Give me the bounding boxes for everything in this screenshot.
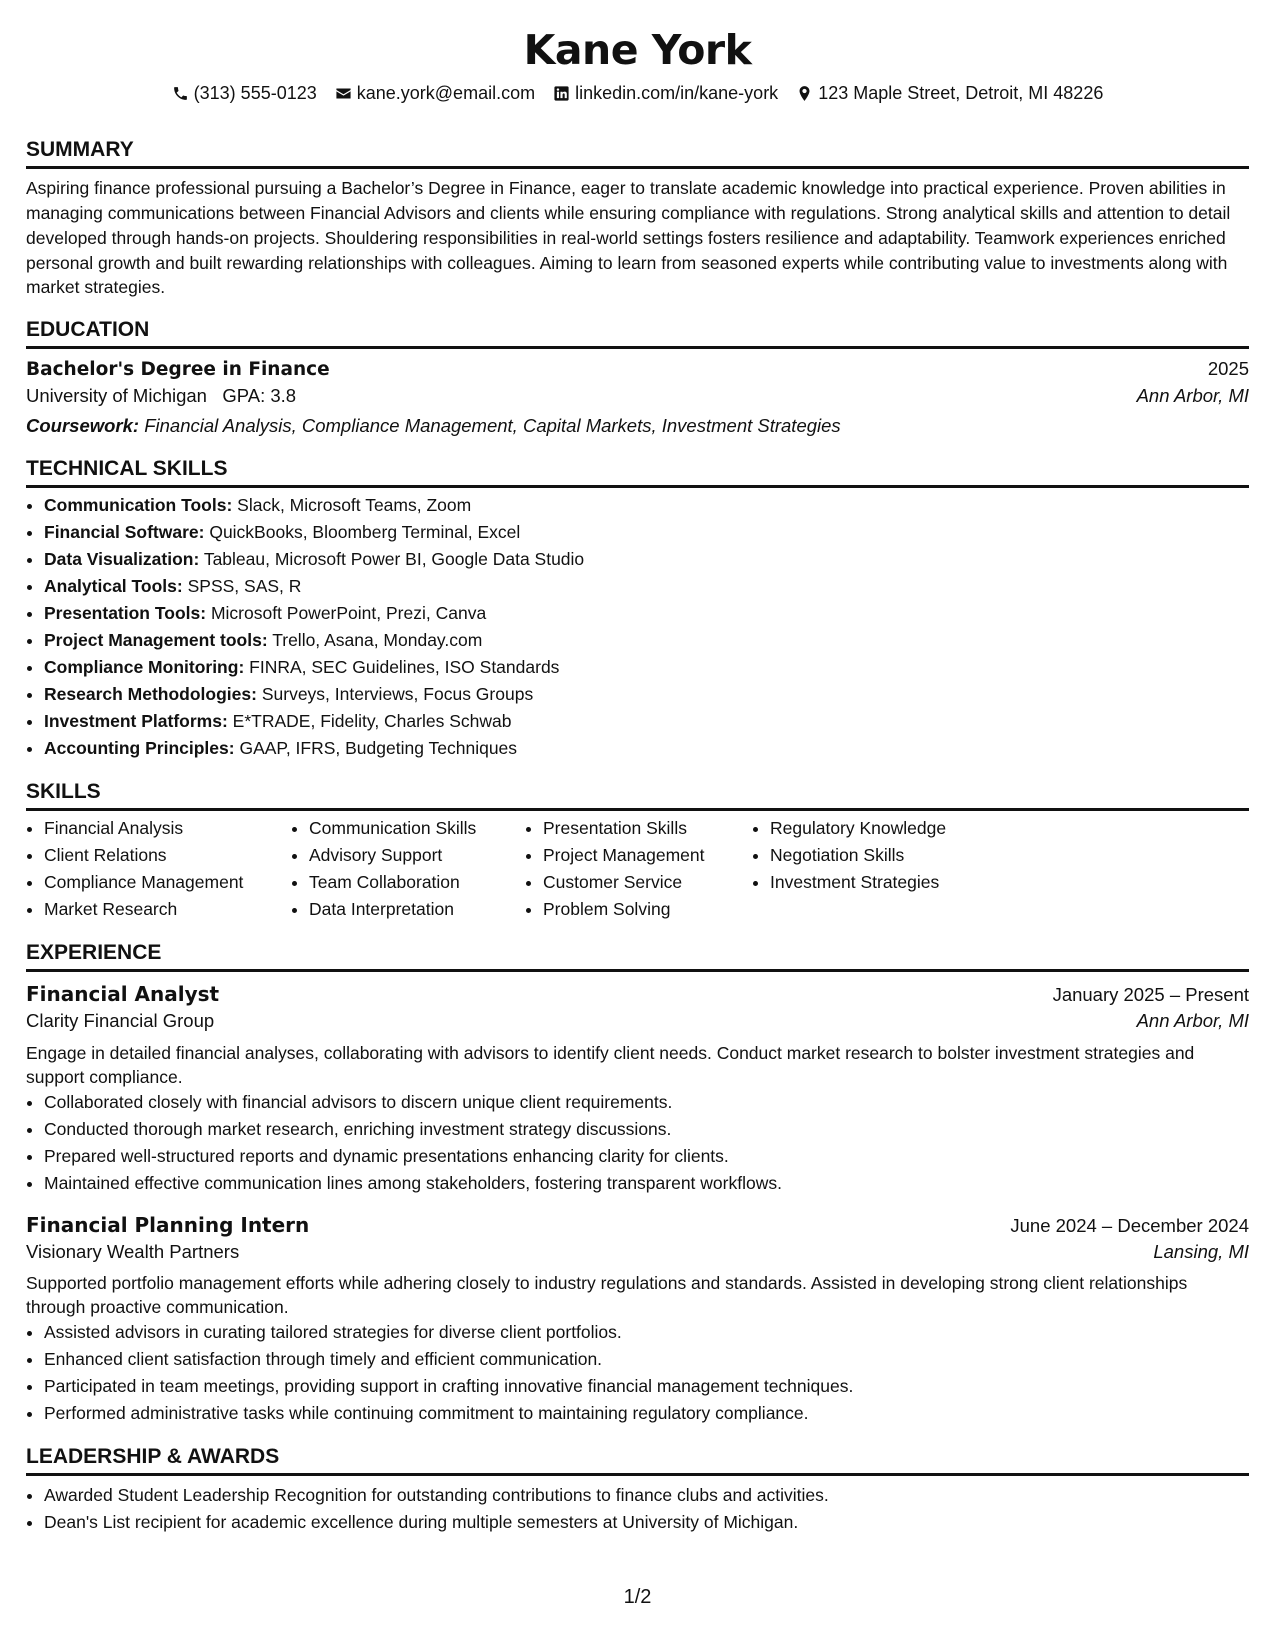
address-text: 123 Maple Street, Detroit, MI 48226	[818, 83, 1104, 103]
job-title: Financial Planning Intern	[26, 1212, 310, 1237]
list-item	[44, 627, 1249, 654]
education-heading: EDUCATION	[26, 316, 1249, 349]
leadership-heading: LEADERSHIP & AWARDS	[26, 1443, 1249, 1476]
list-item: • Client Relations	[44, 842, 291, 869]
list-item: • Performed administrative tasks while continuing commitment to maintaining regulatory compliance.	[44, 1400, 1249, 1427]
list-item: • Communication Skills	[309, 815, 525, 842]
skills-section	[26, 778, 1249, 923]
job-subheader	[26, 1239, 1249, 1265]
summary-heading: SUMMARY	[26, 136, 1249, 169]
list-item: • Maintained effective communication lines among stakeholders, fostering transparent workflows.	[44, 1170, 1249, 1197]
list-item: • Collaborated closely with financial advisors to discern unique client requirements.	[44, 1089, 1249, 1116]
coursework-label: Coursework:	[26, 414, 140, 436]
school-name: University of Michigan	[26, 385, 207, 407]
skill-value: Tableau, Microsoft Power BI, Google Data Studio	[203, 549, 585, 570]
education-row-1	[26, 356, 1249, 383]
resume-page	[26, 22, 1249, 1536]
list-item: • Prepared well-structured reports and dynamic presentations enhancing clarity for clients.	[44, 1143, 1249, 1170]
skill-label: Analytical Tools:	[44, 576, 183, 597]
degree-title: Bachelor's Degree in Finance	[26, 359, 330, 381]
list-item: • Enhanced client satisfaction through timely and efficient communication.	[44, 1346, 1249, 1373]
candidate-name: Kane York	[523, 26, 752, 74]
skill-label: Investment Platforms:	[44, 711, 228, 732]
technical-skills-heading: TECHNICAL SKILLS	[26, 455, 1249, 488]
skill-label: Financial Software:	[44, 522, 205, 543]
list-item: • Participated in team meetings, providing support in crafting innovative financial management techniques.	[44, 1373, 1249, 1400]
coursework-line	[26, 413, 1249, 439]
job-dates: January 2025 – Present	[1052, 984, 1249, 1006]
skill-label: Research Methodologies:	[44, 684, 257, 705]
company-name: Visionary Wealth Partners	[26, 1241, 240, 1263]
technical-skills-list	[26, 492, 1249, 762]
experience-heading: EXPERIENCE	[26, 939, 1249, 972]
job-entry	[26, 980, 1249, 1197]
contact-address	[796, 80, 1103, 106]
list-item: • Market Research	[44, 896, 291, 923]
skills-heading: SKILLS	[26, 778, 1249, 811]
email-link[interactable]: kane.york@email.com	[356, 83, 536, 103]
skill-value: Surveys, Interviews, Focus Groups	[261, 684, 534, 705]
graduation-year: 2025	[1207, 358, 1249, 380]
skill-value: Slack, Microsoft Teams, Zoom	[237, 495, 472, 516]
skill-value: SPSS, SAS, R	[187, 576, 302, 597]
job-bullets	[26, 1319, 1249, 1427]
job-header	[26, 980, 1249, 1008]
list-item: • Dean's List recipient for academic excellence during multiple semesters at University of Michigan.	[44, 1509, 1249, 1536]
list-item: • Compliance Management	[44, 869, 291, 896]
map-pin-icon	[796, 85, 813, 102]
list-item: • Team Collaboration	[309, 869, 525, 896]
school-location: Ann Arbor, MI	[1136, 385, 1249, 407]
list-item: • Customer Service	[543, 869, 752, 896]
list-item: • Project Management	[543, 842, 752, 869]
list-item: • Regulatory Knowledge	[770, 815, 1010, 842]
gpa: GPA: 3.8	[222, 385, 297, 407]
skill-value: Microsoft PowerPoint, Prezi, Canva	[210, 603, 487, 624]
skill-value: FINRA, SEC Guidelines, ISO Standards	[249, 657, 560, 678]
skill-value: GAAP, IFRS, Budgeting Techniques	[239, 738, 518, 759]
experience-section	[26, 939, 1249, 1427]
contact-linkedin[interactable]	[553, 80, 778, 106]
list-item: • Awarded Student Leadership Recognition for outstanding contributions to finance clubs and activities.	[44, 1482, 1249, 1509]
skill-label: Accounting Principles:	[44, 738, 235, 759]
list-item: • Presentation Skills	[543, 815, 752, 842]
contact-phone	[172, 80, 317, 106]
job-dates: June 2024 – December 2024	[1010, 1214, 1249, 1236]
company-name: Clarity Financial Group	[26, 1010, 215, 1032]
linkedin-icon	[553, 85, 570, 102]
skill-label: Project Management tools:	[44, 630, 268, 651]
list-item: • Financial Analysis	[44, 815, 291, 842]
list-item: • Negotiation Skills	[770, 842, 1010, 869]
summary-section	[26, 136, 1249, 300]
job-location: Ann Arbor, MI	[1136, 1010, 1249, 1032]
technical-skills-section	[26, 455, 1249, 762]
skills-column-3	[525, 815, 752, 923]
list-item	[44, 492, 1249, 519]
list-item	[44, 573, 1249, 600]
phone-text: (313) 555-0123	[193, 83, 317, 103]
list-item: • Problem Solving	[543, 896, 752, 923]
page-number: 1/2	[623, 1586, 652, 1608]
skills-grid	[26, 815, 1249, 923]
contact-email[interactable]	[335, 80, 535, 106]
list-item	[44, 519, 1249, 546]
skill-label: Presentation Tools:	[44, 603, 207, 624]
list-item: • Advisory Support	[309, 842, 525, 869]
school-info	[26, 383, 296, 409]
skill-value: QuickBooks, Bloomberg Terminal, Excel	[209, 522, 521, 543]
contact-bar	[26, 80, 1249, 106]
skill-label: Data Visualization:	[44, 549, 200, 570]
list-item	[44, 708, 1249, 735]
education-section	[26, 316, 1249, 439]
leadership-section	[26, 1443, 1249, 1536]
education-row-2	[26, 383, 1249, 409]
job-subheader	[26, 1008, 1249, 1034]
skill-value: E*TRADE, Fidelity, Charles Schwab	[232, 711, 512, 732]
list-item: • Assisted advisors in curating tailored strategies for diverse client portfolios.	[44, 1319, 1249, 1346]
job-title: Financial Analyst	[26, 982, 220, 1007]
coursework-list: Financial Analysis, Compliance Management, Capital Markets, Investment Strategies	[144, 414, 841, 436]
job-description: Engage in detailed financial analyses, collaborating with advisors to identify client needs. Conduct market research to bolster investment strategies and support compliance.	[26, 1042, 1195, 1087]
job-entry	[26, 1211, 1249, 1428]
linkedin-link[interactable]: linkedin.com/in/kane-york	[575, 83, 779, 103]
skill-value: Trello, Asana, Monday.com	[272, 630, 483, 651]
list-item	[44, 600, 1249, 627]
list-item	[44, 654, 1249, 681]
list-item	[44, 546, 1249, 573]
list-item	[44, 681, 1249, 708]
list-item: • Investment Strategies	[770, 869, 1010, 896]
list-item: • Data Interpretation	[309, 896, 525, 923]
job-description: Supported portfolio management efforts while adhering closely to industry regulations and standards. Assisted in developing strong client relationships through proactive communication.	[26, 1273, 1188, 1318]
leadership-list	[26, 1482, 1249, 1536]
list-item: • Conducted thorough market research, enriching investment strategy discussions.	[44, 1116, 1249, 1143]
skill-label: Communication Tools:	[44, 495, 233, 516]
skills-column-2	[291, 815, 525, 923]
skills-column-1	[26, 815, 291, 923]
envelope-icon	[335, 85, 352, 102]
job-header	[26, 1211, 1249, 1239]
job-location: Lansing, MI	[1153, 1241, 1249, 1263]
phone-icon	[172, 85, 189, 102]
summary-text: Aspiring finance professional pursuing a Bachelor’s Degree in Finance, eager to translate academic knowledge into practical experience. Proven abilities in managing communications between Financial Advisors and clients while ensuring compliance with regulations. Strong analytical skills and attention to detail developed through hands-on projects. Shouldering responsibilities in real-world settings fosters resilience and adaptability. Teamwork experiences enriched personal growth and built rewarding relationships with colleagues. Aiming to learn from seasoned experts while contributing value to investments along with market strategies.	[26, 178, 1231, 298]
skill-label: Compliance Monitoring:	[44, 657, 245, 678]
job-bullets	[26, 1089, 1249, 1197]
list-item	[44, 735, 1249, 762]
skills-column-4	[752, 815, 1010, 923]
